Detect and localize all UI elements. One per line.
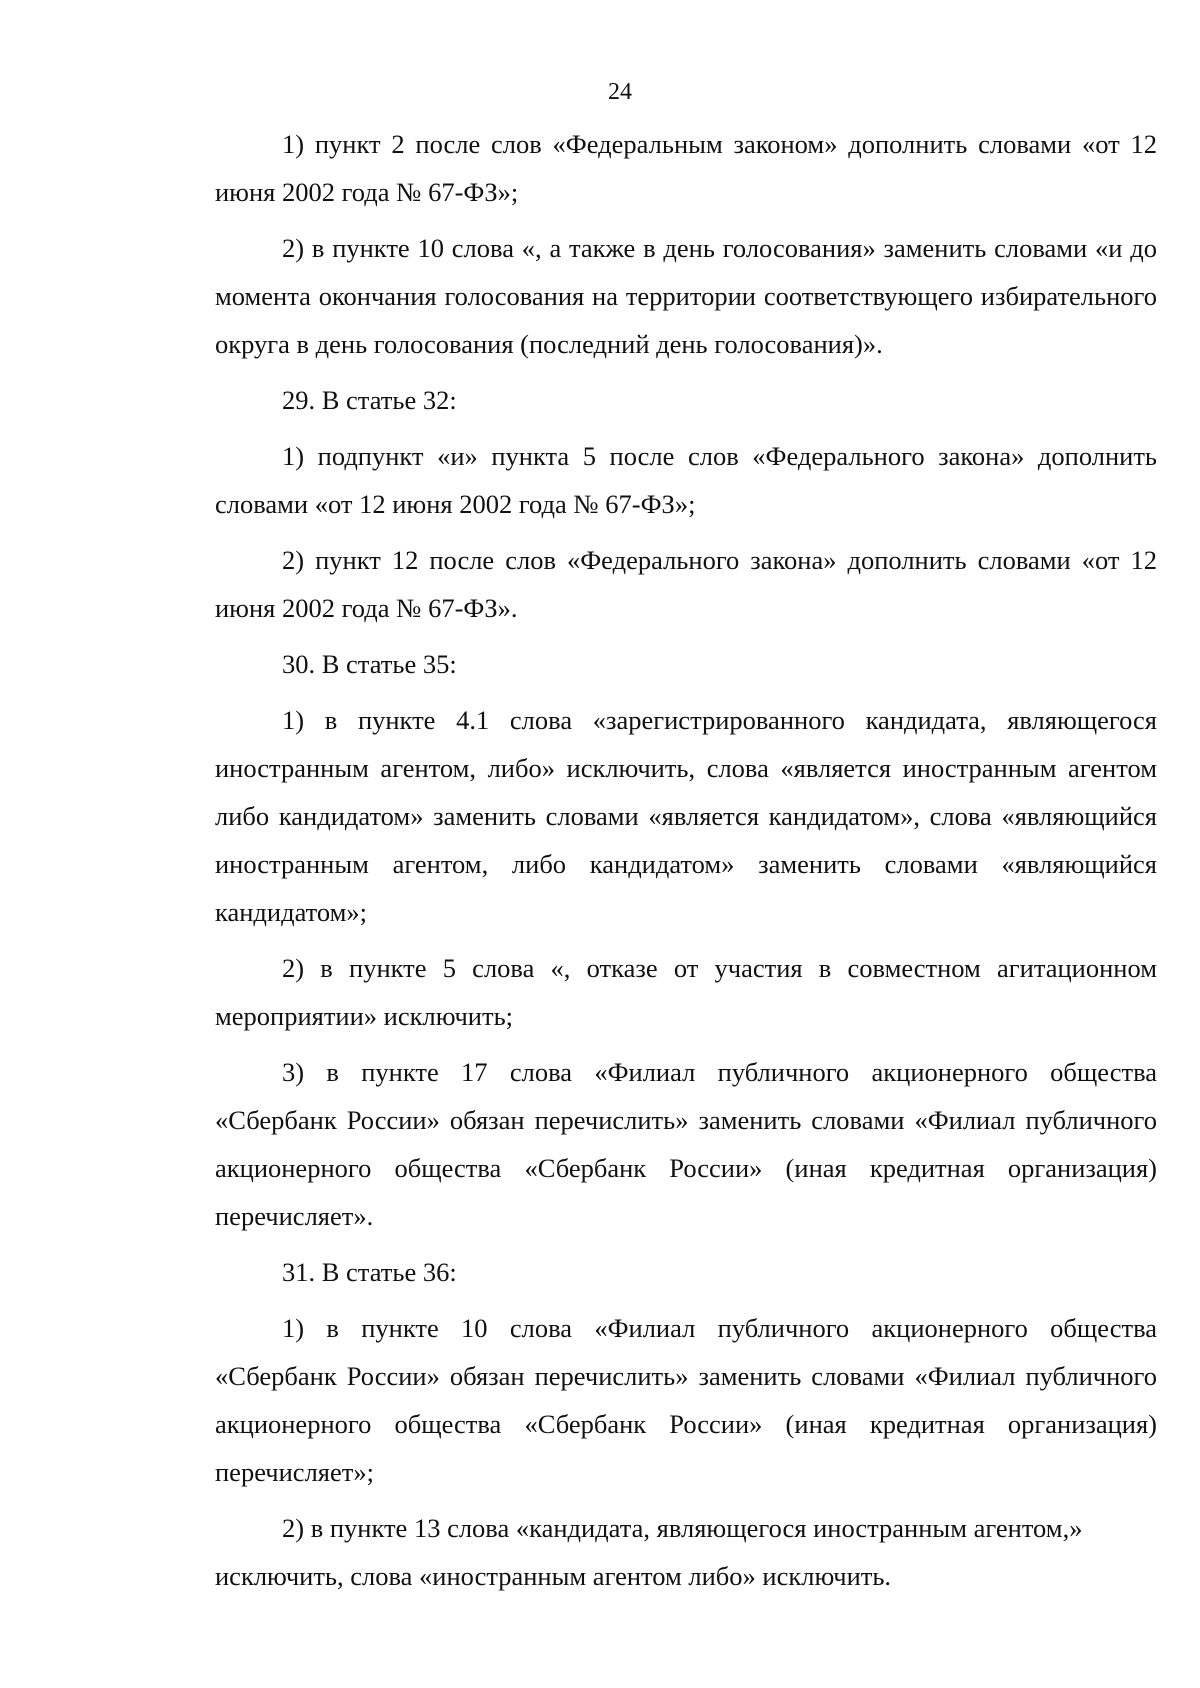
paragraph-article-35-heading: 30. В статье 35: <box>282 649 457 679</box>
page-number: 24 <box>608 79 632 105</box>
paragraph-article-35-item-3: 3) в пункте 17 слова «Филиал публичного акционерного общества «Сбербанк России» обязан перечислить» заменить словами «Филиал публичного акционерного общества «Сбербанк России» (иная кредитная организация) перечисляет». <box>215 1057 1157 1231</box>
paragraph-article-35-item-2: 2) в пункте 5 слова «, отказе от участия в совместном агитационном мероприятии» исключить; <box>215 953 1157 1031</box>
paragraph-article-36-heading: 31. В статье 36: <box>282 1257 457 1287</box>
paragraph-item-1-point-2: 1) пункт 2 после слов «Федеральным законом» дополнить словами «от 12 июня 2002 года № 67-ФЗ»; <box>215 129 1157 207</box>
paragraph-article-32-heading: 29. В статье 32: <box>282 385 457 415</box>
paragraph-article-36-item-1: 1) в пункте 10 слова «Филиал публичного акционерного общества «Сбербанк России» обязан перечислить» заменить словами «Филиал публичного акционерного общества «Сбербанк России» (иная кредитная организация) перечисляет»; <box>215 1313 1157 1487</box>
document-body <box>215 120 1157 1608</box>
paragraph-article-32-item-1: 1) подпункт «и» пункта 5 после слов «Федерального закона» дополнить словами «от 12 июня 2002 года № 67-ФЗ»; <box>215 441 1157 519</box>
paragraph-article-32-item-2: 2) пункт 12 после слов «Федерального закона» дополнить словами «от 12 июня 2002 года № 67-ФЗ». <box>215 545 1157 623</box>
paragraph-article-36-item-2: 2) в пункте 13 слова «кандидата, являющегося иностранным агентом,» исключить, слова «иностранным агентом либо» исключить. <box>215 1513 1083 1591</box>
paragraph-article-35-item-1: 1) в пункте 4.1 слова «зарегистрированного кандидата, являющегося иностранным агентом, либо» исключить, слова «является иностранным агентом либо кандидатом» заменить словами «является кандидатом», слова «являющийся иностранным агентом, либо кандидатом» заменить словами «являющийся кандидатом»; <box>215 705 1157 927</box>
paragraph-item-2-point-10: 2) в пункте 10 слова «, а также в день голосования» заменить словами «и до момента окончания голосования на территории соответствующего избирательного округа в день голосования (последний день голосования)». <box>215 233 1157 359</box>
